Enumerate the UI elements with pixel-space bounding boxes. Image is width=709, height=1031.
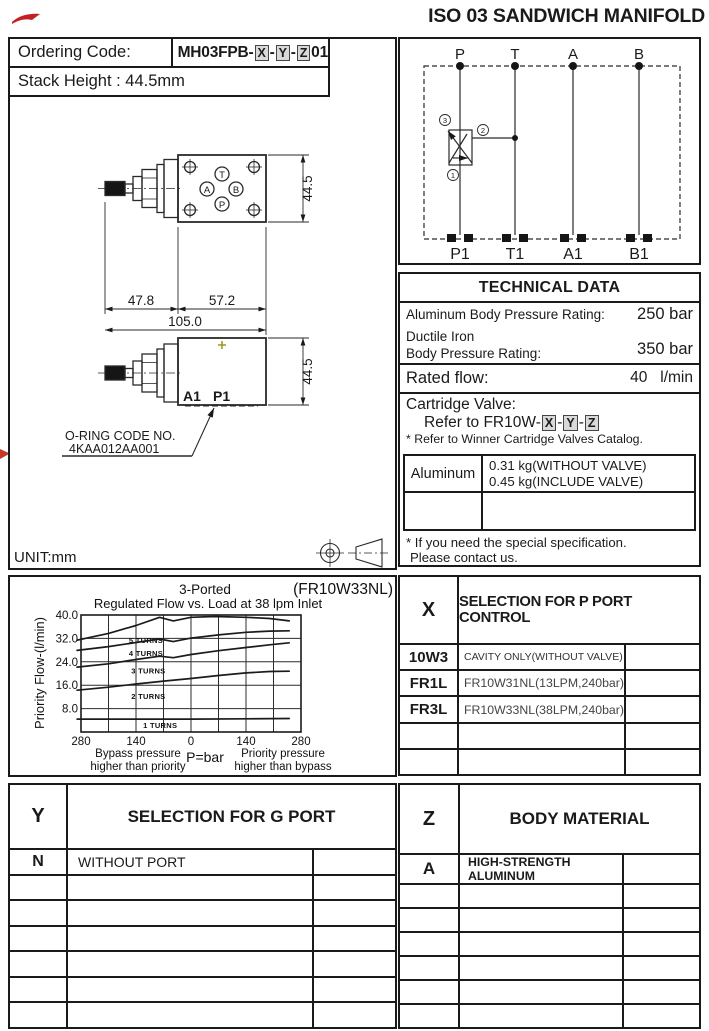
mounting-face xyxy=(178,155,266,222)
table-row xyxy=(400,957,699,981)
selection-x-table xyxy=(398,575,701,776)
row-code: FR3L xyxy=(400,697,459,721)
row-desc xyxy=(460,933,624,955)
technical-data-header: TECHNICAL DATA xyxy=(400,274,699,303)
table-row xyxy=(400,645,699,671)
row-code xyxy=(400,885,460,907)
table-row xyxy=(400,855,699,885)
y-tick-label: 32.0 xyxy=(55,633,78,646)
side-p1-label: P1 xyxy=(213,388,231,404)
special-spec-note xyxy=(400,531,699,565)
weight-table xyxy=(403,454,696,531)
row-desc: CAVITY ONLY(WITHOUT VALVE) xyxy=(459,645,626,669)
projection-symbol-icon xyxy=(316,539,390,567)
dim-44-5-side: 44.5 xyxy=(300,358,315,385)
selection-z-title: BODY MATERIAL xyxy=(509,809,650,828)
y-tick-label: 40.0 xyxy=(55,610,78,622)
curve-label: 5 TURNS xyxy=(128,636,164,646)
x-axis-label: P=bar xyxy=(186,749,224,765)
y-tick-label: 8.0 xyxy=(62,703,78,716)
row-code: FR1L xyxy=(400,671,459,695)
oring-code-line2: 4KAA012AA001 xyxy=(69,442,160,456)
row-desc: FR10W33NL(38LPM,240bar) xyxy=(459,697,626,721)
iron-label-line1: Ductile Iron xyxy=(406,328,475,344)
table-row xyxy=(400,697,699,723)
row-desc xyxy=(68,901,314,925)
dim-57-2: 57.2 xyxy=(208,293,236,308)
pressure-rating-iron-row xyxy=(400,326,699,363)
table-row xyxy=(10,927,395,953)
rated-flow-label: Rated flow: xyxy=(406,368,489,387)
table-row xyxy=(400,1005,699,1027)
pressure-rating-iron-label xyxy=(406,328,541,362)
table-row xyxy=(10,952,395,978)
selection-y-code: Y xyxy=(10,785,68,848)
row-desc xyxy=(460,1005,624,1027)
code-prefix: MH03FPB- xyxy=(177,43,254,61)
pressure-rating-aluminum-row xyxy=(400,303,699,326)
special-spec-line2: Please contact us. xyxy=(410,550,518,566)
dim-105-0: 105.0 xyxy=(168,314,202,329)
weight-include-valve: 0.45 kg(INCLUDE VALVE) xyxy=(489,473,644,489)
circuit-port-t1: T1 xyxy=(505,246,525,263)
code-dash: - xyxy=(290,43,296,61)
row-desc xyxy=(68,876,314,900)
code-y-box: Y xyxy=(276,45,290,61)
weight-row-empty xyxy=(405,491,694,529)
rated-flow-row xyxy=(400,365,699,392)
row-desc xyxy=(68,978,314,1002)
selection-y-table xyxy=(8,783,397,1029)
row-code xyxy=(400,957,460,979)
row-code: N xyxy=(10,850,68,874)
special-spec-line1: * If you need the special specification. xyxy=(406,535,627,551)
row-code xyxy=(400,750,459,774)
row-desc xyxy=(460,957,624,979)
selection-x-header xyxy=(400,577,699,645)
y-tick-label: 24.0 xyxy=(55,656,78,669)
selection-x-code: X xyxy=(400,577,459,643)
table-row xyxy=(10,1003,395,1027)
technical-drawing xyxy=(8,37,397,570)
table-row xyxy=(400,724,699,750)
brand-logo-icon xyxy=(10,11,42,29)
chart-subtitle: Regulated Flow vs. Load at 38 lpm Inlet xyxy=(93,596,323,611)
row-desc xyxy=(68,927,314,951)
side-a1-label: A1 xyxy=(183,388,201,404)
refer-x-box: X xyxy=(542,415,556,431)
circuit-diagram xyxy=(398,37,701,265)
row-code xyxy=(400,933,460,955)
selection-z-header xyxy=(400,785,699,855)
y-tick-label: 16.0 xyxy=(55,680,78,693)
curve-label: 2 TURNS xyxy=(131,692,166,702)
valve-mark-3: 3 xyxy=(442,116,448,125)
curve-label: 1 TURNS xyxy=(143,720,178,730)
curve-label: 4 TURNS xyxy=(128,649,164,658)
row-code: 10W3 xyxy=(400,645,459,669)
row-code xyxy=(10,876,68,900)
row-code xyxy=(10,901,68,925)
row-desc: HIGH-STRENGTH ALUMINUM xyxy=(460,855,624,883)
table-row xyxy=(10,850,395,876)
row-code xyxy=(400,909,460,931)
ordering-code-label: Ordering Code: xyxy=(10,39,173,66)
note-right-line1: Priority pressure xyxy=(241,748,325,760)
circuit-port-p: P xyxy=(454,46,466,63)
cartridge-valve-line2 xyxy=(406,414,693,432)
selection-x-title: SELECTION FOR P PORT CONTROL xyxy=(459,594,632,626)
plus-mark-icon xyxy=(218,341,226,349)
port-b-label: B xyxy=(232,185,240,196)
row-desc xyxy=(459,750,626,774)
note-left-line1: Bypass pressure xyxy=(95,748,181,760)
row-code xyxy=(10,1003,68,1027)
stack-height-label: Stack Height : 44.5mm xyxy=(18,72,185,90)
weight-values xyxy=(483,456,694,492)
table-row xyxy=(400,750,699,774)
refer-dash: - xyxy=(578,413,584,431)
circuit-port-a: A xyxy=(567,46,579,63)
y-axis-label: Priority Flow-(l/min) xyxy=(32,617,47,729)
rated-flow-number: 40 xyxy=(630,369,648,387)
technical-data-panel xyxy=(398,272,701,567)
dim-47-8: 47.8 xyxy=(127,293,155,308)
x-tick-label: 0 xyxy=(187,736,195,748)
note-left-line2: higher than priority xyxy=(90,761,186,773)
weight-without-valve: 0.31 kg(WITHOUT VALVE) xyxy=(489,457,647,473)
valve-mark-2: 2 xyxy=(480,126,486,135)
selection-z-table xyxy=(398,783,701,1029)
table-row xyxy=(10,876,395,902)
x-tick-label: 280 xyxy=(71,736,91,748)
selection-y-header xyxy=(10,785,395,850)
code-x-box: X xyxy=(255,45,269,61)
row-code xyxy=(10,978,68,1002)
weight-row-aluminum xyxy=(405,456,694,492)
circuit-port-a1: A1 xyxy=(563,246,583,263)
row-desc: FR10W31NL(13LPM,240bar) xyxy=(459,671,626,695)
table-row xyxy=(400,671,699,697)
circuit-port-b: B xyxy=(633,46,645,63)
circuit-port-p1: P1 xyxy=(450,246,470,263)
table-row xyxy=(10,978,395,1004)
oring-code-line1: O-RING CODE NO. xyxy=(65,429,176,443)
curve-label: 3 TURNS xyxy=(131,666,166,676)
row-code xyxy=(10,927,68,951)
refer-prefix: Refer to FR10W- xyxy=(424,413,541,431)
row-desc xyxy=(68,1003,314,1027)
table-row xyxy=(400,885,699,909)
chart-model-label: (FR10W33NL) xyxy=(293,581,393,598)
weight-material: Aluminum xyxy=(405,456,483,492)
row-desc xyxy=(68,952,314,976)
x-tick-label: 140 xyxy=(126,736,146,748)
row-code xyxy=(400,1005,460,1027)
table-row xyxy=(400,981,699,1005)
circuit-port-t: T xyxy=(510,46,520,63)
adjust-knob xyxy=(105,366,125,380)
valve-mark-1: 1 xyxy=(450,171,456,180)
refer-dash: - xyxy=(557,413,563,431)
table-row xyxy=(400,909,699,933)
pressure-rating-iron-value: 350 bar xyxy=(637,339,693,358)
row-desc xyxy=(459,724,626,748)
row-desc xyxy=(460,981,624,1003)
code-suffix: 01 xyxy=(311,43,328,61)
page-title: ISO 03 SANDWICH MANIFOLD xyxy=(428,5,705,27)
iron-label-line2: Body Pressure Rating: xyxy=(406,345,542,361)
row-code: A xyxy=(400,855,460,883)
row-desc xyxy=(460,909,624,931)
row-code xyxy=(400,981,460,1003)
refer-z-box: Z xyxy=(585,415,599,431)
x-tick-label: 280 xyxy=(291,736,311,748)
table-row xyxy=(400,933,699,957)
code-z-box: Z xyxy=(297,45,310,61)
rated-flow-unit: l/min xyxy=(660,369,693,387)
port-a-label: A xyxy=(203,185,211,196)
note-right-line2: higher than bypass xyxy=(234,761,332,773)
curve-1-turns xyxy=(77,719,289,720)
row-code xyxy=(400,724,459,748)
row-desc: WITHOUT PORT xyxy=(68,850,314,874)
flow-chart xyxy=(8,575,397,777)
pressure-rating-aluminum-label: Aluminum Body Pressure Rating: xyxy=(406,307,605,323)
cartridge-valve-line1: Cartridge Valve: xyxy=(406,395,516,413)
unit-label: UNIT:mm xyxy=(14,549,77,566)
row-code xyxy=(10,952,68,976)
x-tick-label: 140 xyxy=(236,736,256,748)
circuit-port-b1: B1 xyxy=(629,246,649,263)
table-row xyxy=(10,901,395,927)
row-desc xyxy=(460,885,624,907)
dim-44-5-top: 44.5 xyxy=(300,175,315,202)
selection-z-code: Z xyxy=(400,785,460,853)
code-dash: - xyxy=(269,43,275,61)
cartridge-valve-section xyxy=(400,394,699,454)
pressure-rating-aluminum-value: 250 bar xyxy=(637,305,693,324)
port-p-label: P xyxy=(218,200,226,211)
refer-y-box: Y xyxy=(563,415,577,431)
rated-flow-value xyxy=(630,369,693,387)
chart-title: 3-Ported xyxy=(179,582,231,597)
adjust-knob xyxy=(105,182,125,196)
cartridge-valve-note: * Refer to Winner Cartridge Valves Catalog. xyxy=(406,431,643,446)
port-t-label: T xyxy=(219,170,225,181)
selection-y-title: SELECTION FOR G PORT xyxy=(127,806,336,826)
